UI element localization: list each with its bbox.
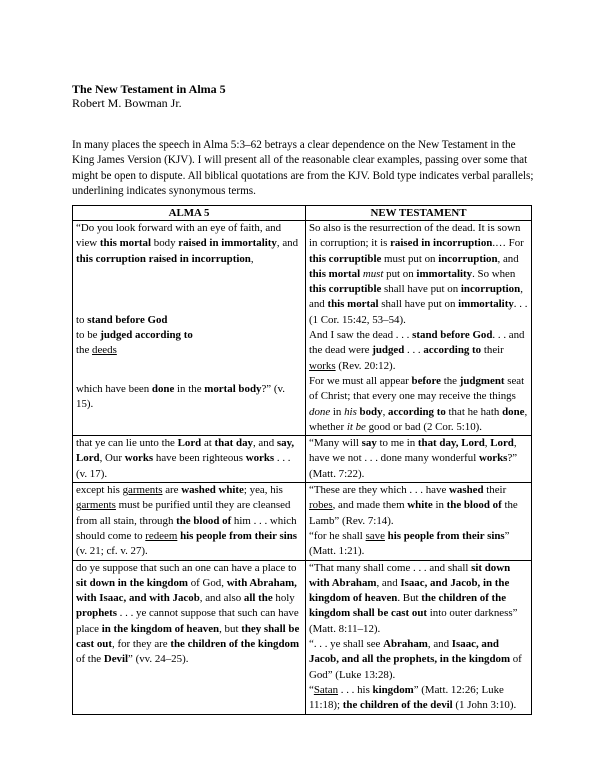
bold-run: the children of the kingdom shall be cast out [309,592,507,620]
text-run: , [250,252,254,265]
text-run: their [481,344,504,357]
bold-run: incorruption [460,283,521,296]
text-run: “Do you look forward with an eye of faith, and view [76,222,282,250]
text-run: “for he shall [309,529,366,542]
nt-segment [309,683,528,714]
bold-run: Isaac, and Jacob, in the kingdom of heaven [309,576,510,605]
text-run: “ [309,683,314,696]
alma-cell [73,483,306,560]
table-row [73,483,532,560]
text-run: body [151,237,179,250]
text-run: the Lamb” (Rev. 7:14). [309,499,518,527]
text-run: , have we not . . . done many wonderful [309,437,517,465]
text-run: . But [397,592,422,605]
text-run: For we must all appear [309,374,412,387]
text-run: good or bad (2 Cor. 5:10). [365,420,483,433]
nt-segment [309,483,528,529]
text-run: (1 John 3:10). [452,699,517,712]
table-header-row [73,206,532,221]
bold-run: sit down in the kingdom [76,576,188,589]
bold-run: incorruption [438,252,498,265]
text-run: which have been [76,382,152,395]
text-run: do ye suppose that such an one can have a place to [76,561,297,574]
bold-run: in the kingdom of heaven [101,622,220,635]
header-alma: ALMA 5 [73,206,306,221]
italic-run: it be [346,420,366,433]
alma-segment [76,221,302,267]
underlined-run: deeds [92,344,117,357]
bold-run: the children of the kingdom [170,638,300,651]
text-run: that he hath [445,405,503,418]
text-run: ?” (Matt. 7:22). [309,452,518,480]
underlined-run: redeem [145,529,178,542]
text-run: .… For [492,237,524,250]
text-run: to me in [376,437,418,450]
text-run: . . . (1 Cor. 15:42, 53–54). [309,298,528,326]
alma-cell [73,221,306,436]
text-run: of God” (Luke 13:28). [309,653,522,681]
intro-paragraph: In many places the speech in Alma 5:3–62 betrays a clear dependence on the New Testament in the King James Version (KJV). I will present all of the reasonable clear examples, passing over some that might be open to dispute. All biblical quotations are from the KJV. Bold type indicates verbal parallels; underlining indicates synonymous terms. [72,139,534,198]
bold-run: according to [423,344,482,357]
text-run: “Many will [309,437,362,450]
text-run: ” (Matt. 12:26; Luke 11:18); [309,683,504,712]
underlined-run: garments [122,484,163,497]
bold-run: the children of the devil [342,699,453,712]
bold-run: prophets [76,607,117,620]
bold-run: immortality [458,298,514,311]
nt-cell [306,221,532,436]
bold-run: mortal body [204,382,262,395]
text-run: , for they are [112,638,171,651]
text-run: , and [252,437,277,450]
nt-segment [309,637,528,683]
text-run: that ye can lie unto the [76,437,178,450]
text-run: their [483,484,507,497]
text-run: shall have put on [381,283,461,296]
text-run: into outer darkness” (Matt. 8:11–12). [309,607,518,635]
bold-run: Devil [103,653,129,666]
text-run: . So when [472,267,516,280]
text-run: . . . ye cannot suppose that such can have place [76,607,299,635]
text-run: “. . . ye shall see [309,638,384,651]
text-run: (v. 21; cf. v. 27). [76,545,148,558]
text-run: ” (Matt. 1:21). [309,529,510,558]
bold-run: body [359,405,383,418]
text-run: (Rev. 20:12). [335,359,396,372]
text-run: must be purified until they are cleansed from all stain, through [76,499,291,527]
text-run: “These are they which . . . have [309,484,450,497]
bold-run: immortality [416,267,473,280]
alma-segment [76,343,302,358]
bold-run: kingdom [372,683,414,696]
text-run: , but [219,622,242,635]
bold-run: done [151,382,175,395]
text-run: ” (vv. 24–25). [128,653,189,666]
bold-run: stand before God [87,313,168,326]
nt-segment [309,529,528,560]
alma-segment [76,561,302,668]
nt-segment [309,221,528,328]
text-run: of God, [187,576,227,589]
bold-run: white [407,499,433,512]
bold-run: done [502,405,525,418]
text-run: ; yea, his [243,484,283,497]
document-author: Robert M. Bowman Jr. [72,96,182,110]
text-run: to [76,313,88,326]
text-run: have been righteous [153,452,246,465]
text-run: . . . his [338,683,373,696]
alma-cell [73,560,306,714]
text-run: , and [497,252,519,265]
text-run: are [162,484,182,497]
bold-run: raised in incorruption [390,237,493,250]
text-run: in [330,405,345,418]
text-run: , and also [199,592,244,605]
alma-cell [73,436,306,483]
underlined-run: works [309,359,336,372]
text-run: ?” (v. 15). [76,382,285,411]
table-row [73,221,532,436]
table-row [73,560,532,714]
text-run: the [76,344,93,357]
bold-run: his people from their sins [387,529,505,542]
bold-run: raised in immortality [178,237,277,250]
bold-run: judged [372,344,405,357]
text-run: in [432,499,447,512]
text-run: And I saw the dead . . . [309,329,413,342]
text-run: him . . . which should come to [76,514,297,542]
text-run: shall have put on [378,298,459,311]
bold-run: say, Lord [76,437,295,465]
text-run: of the [76,653,104,666]
text-run: except his [76,484,123,497]
bold-run: the blood of [446,499,502,512]
alma-segment [76,328,302,343]
bold-run: this corruptible [309,283,382,296]
alma-segment [76,382,302,413]
bold-run: all the [243,592,273,605]
underlined-run: save [365,529,385,542]
bold-run: judged according to [100,329,193,342]
bold-run: that day [214,437,253,450]
text-run: must put on [381,252,439,265]
bold-run: this mortal [309,267,361,280]
bold-run: that day, Lord [417,437,485,450]
underlined-run: Satan [313,683,339,696]
text-run: . . . [404,344,424,357]
text-run: to be [76,329,101,342]
bold-run: sit down with Abraham [309,561,511,589]
bold-run: the blood of [176,514,232,527]
italic-run: done [309,405,331,418]
text-run: , [484,437,491,450]
text-run: , and [376,576,401,589]
document-title: The New Testament in Alma 5 [72,82,226,96]
text-run: holy [272,592,295,605]
italic-run: must [362,267,384,280]
bold-run: this corruption raised in incorruption [76,252,251,265]
bold-run: works [478,452,508,465]
bold-run: they shall be cast out [76,622,300,651]
bold-run: Lord [177,437,202,450]
bold-run: this corruptible [309,252,382,265]
bold-run: Abraham [383,638,428,651]
alma-segment [76,483,302,559]
text-run: , and [276,237,299,250]
bold-run: say [361,437,377,450]
text-run: put on [383,267,417,280]
bold-run: Lord [490,437,514,450]
text-run: , and made them [332,499,408,512]
alma-segment [76,313,302,328]
text-run: , [382,405,389,418]
text-run: So also is the resurrection of the dead. It is sown in corruption; it is [309,222,521,250]
bold-run: washed white [181,484,244,497]
text-run: . . . and the dead were [309,329,525,357]
table-row [73,436,532,483]
bold-run: stand before God [412,329,493,342]
nt-cell [306,483,532,560]
nt-cell [306,436,532,483]
text-run: , and [309,283,523,311]
nt-segment [309,374,528,435]
bold-run: works [124,452,154,465]
nt-segment [309,436,528,482]
bold-run: according to [388,405,446,418]
bold-run: Isaac, and Jacob, and all the prophets, in the kingdom [309,638,511,666]
bold-run: before [411,374,441,387]
text-run: seat of Christ; that every one may receive the things [309,374,525,403]
text-run: “That many shall come . . . and shall [309,561,472,574]
nt-segment [309,328,528,374]
nt-cell [306,560,532,714]
bold-run: this mortal [99,237,152,250]
underlined-run: garments [76,499,116,512]
bold-run: judgment [459,374,505,387]
comparison-table [72,205,532,715]
nt-segment [309,561,528,637]
alma-segment [76,436,302,482]
text-run: in the [174,382,205,395]
text-run: at [201,437,215,450]
underlined-run: robes [309,499,333,512]
bold-run: washed [449,484,484,497]
text-run: the [440,374,460,387]
italic-run: his [344,405,357,418]
bold-run: works [245,452,275,465]
text-run: , whether [309,405,528,433]
bold-run: his people from their sins [180,529,298,542]
bold-run: with Abraham, with Isaac, and with Jacob [76,576,297,605]
header-new-testament: NEW TESTAMENT [306,206,532,221]
text-run: , and [427,638,452,651]
text-run: , Our [99,452,125,465]
bold-run: this mortal [327,298,379,311]
text-run: . . . (v. 17). [76,452,291,480]
